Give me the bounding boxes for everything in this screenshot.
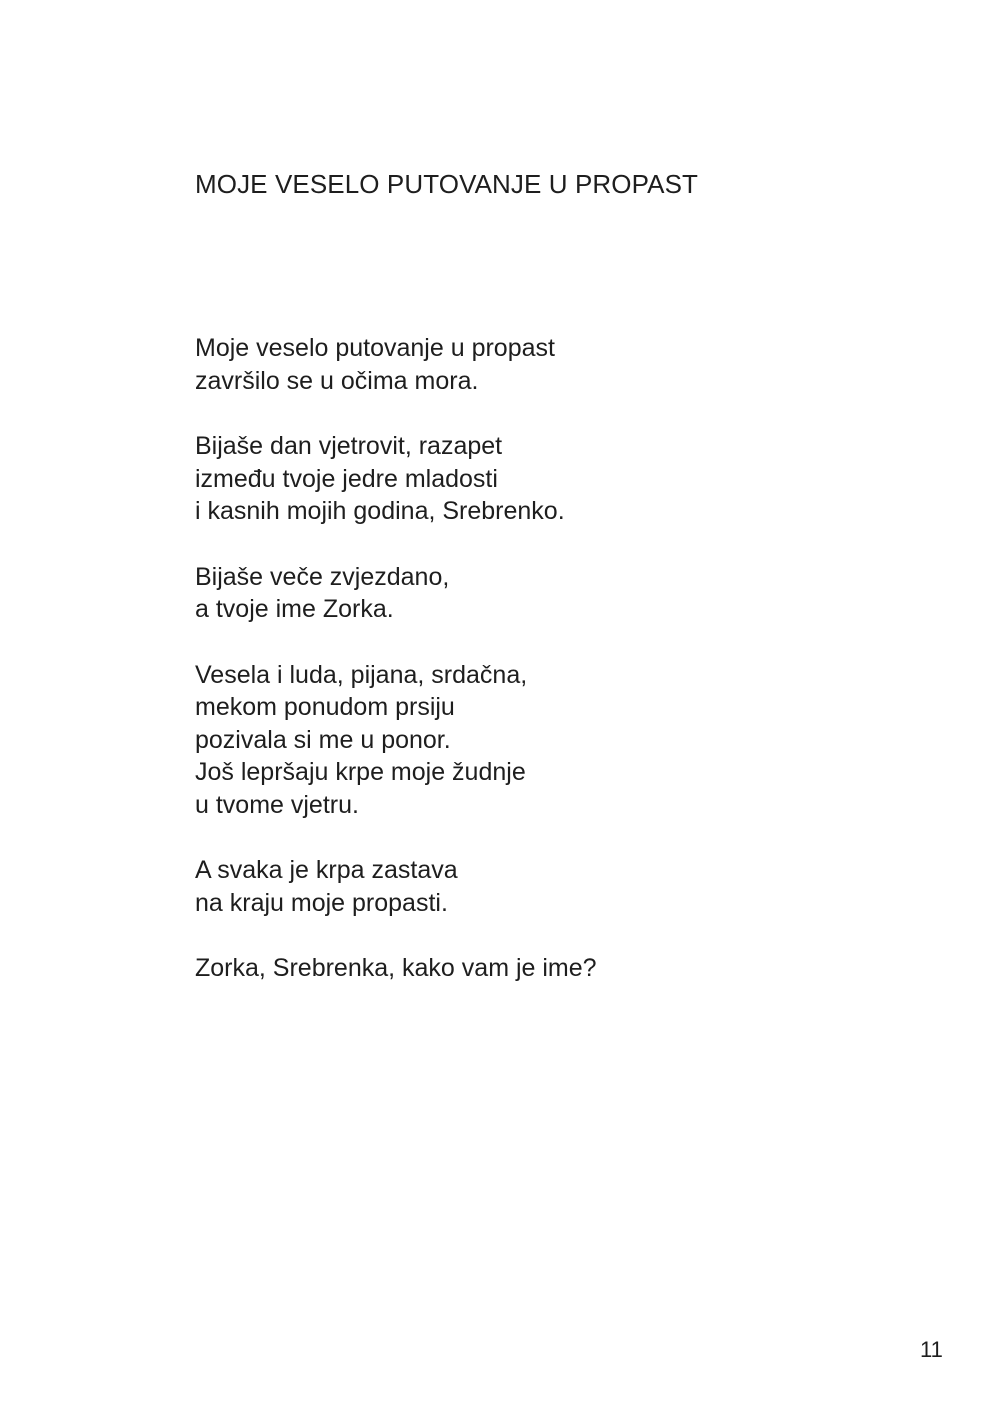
stanza-5 <box>195 854 895 919</box>
poem-line: Zorka, Srebrenka, kako vam je ime? <box>195 954 597 982</box>
poem-line: Vesela i luda, pijana, srdačna, <box>195 660 528 689</box>
poem-line: Bijaše veče zvjezdano, <box>195 562 450 591</box>
poem-line: između tvoje jedre mladosti <box>195 464 498 493</box>
page-number: 11 <box>920 1337 943 1362</box>
poem-line: završilo se u očima mora. <box>195 366 479 395</box>
stanza-4 <box>195 659 895 822</box>
poem-line: Moje veselo putovanje u propast <box>195 334 555 362</box>
poem-line: u tvome vjetru. <box>195 790 359 819</box>
poem-line: i kasnih mojih godina, Srebrenko. <box>195 497 565 525</box>
stanza-1 <box>195 332 895 397</box>
poem-title: MOJE VESELO PUTOVANJE U PROPAST <box>195 169 698 199</box>
stanza-3 <box>195 561 895 626</box>
poem-body <box>195 332 895 1018</box>
poem-line: a tvoje ime Zorka. <box>195 595 394 623</box>
stanza-2 <box>195 430 895 528</box>
poem-line: Bijaše dan vjetrovit, razapet <box>195 432 503 460</box>
poem-line: mekom ponudom prsiju <box>195 693 455 721</box>
stanza-6 <box>195 952 895 985</box>
poem-line: pozivala si me u ponor. <box>195 725 451 754</box>
poem-line: A svaka je krpa zastava <box>195 856 458 884</box>
poem-line: na kraju moje propasti. <box>195 888 448 917</box>
poem-line: Još lepršaju krpe moje žudnje <box>195 758 526 786</box>
